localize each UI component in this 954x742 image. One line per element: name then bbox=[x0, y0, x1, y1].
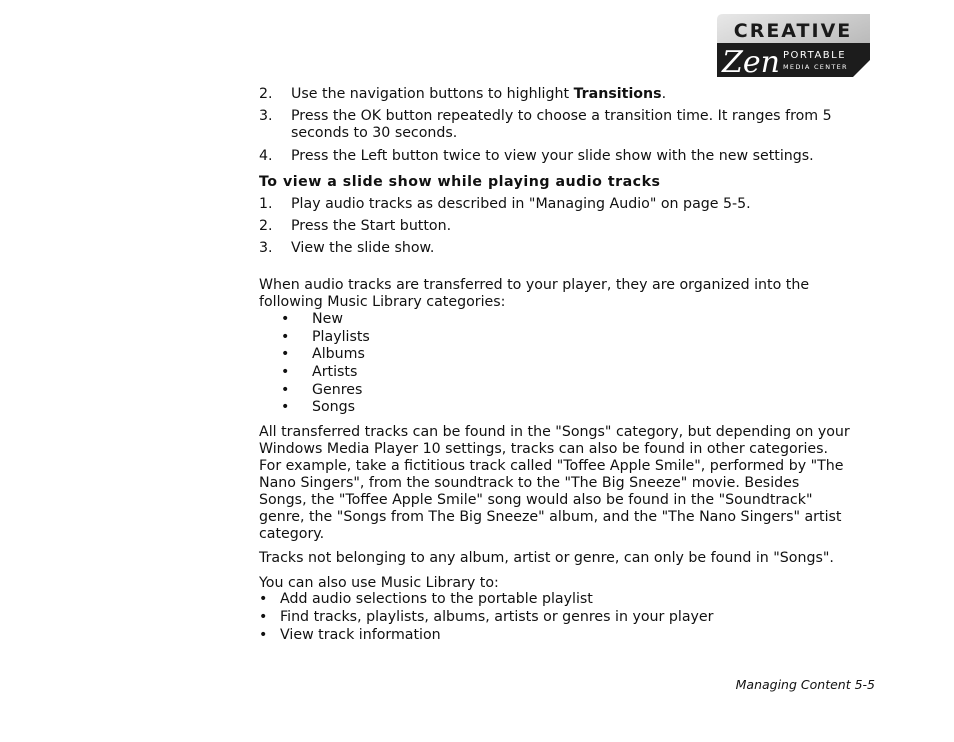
intro-line: When audio tracks are transferred to your player, they are organized into the bbox=[259, 277, 810, 293]
intro-line: following Music Library categories: bbox=[259, 294, 506, 310]
bullet-icon: • bbox=[281, 364, 290, 380]
bullet-icon: • bbox=[281, 346, 290, 362]
category-item: New bbox=[312, 311, 343, 327]
section-heading: To view a slide show while playing audio tracks bbox=[259, 174, 661, 190]
category-item: Playlists bbox=[312, 329, 370, 345]
step-text: Press the Left button twice to view your slide show with the new settings. bbox=[291, 148, 814, 164]
step-text: Press the OK button repeatedly to choose a transition time. It ranges from 5 bbox=[291, 108, 832, 124]
step-number: 3. bbox=[259, 240, 273, 256]
bullet-icon: • bbox=[259, 591, 268, 607]
step-text: View the slide show. bbox=[291, 240, 435, 256]
bullet-icon: • bbox=[281, 329, 290, 345]
paragraph-line: All transferred tracks can be found in the "Songs" category, but depending on your bbox=[259, 424, 850, 440]
step-text-cont: seconds to 30 seconds. bbox=[291, 125, 458, 141]
use-item: Add audio selections to the portable playlist bbox=[280, 591, 593, 607]
step-number: 2. bbox=[259, 218, 273, 234]
bullet-icon: • bbox=[281, 311, 290, 327]
paragraph-line: Songs, the "Toffee Apple Smile" song would also be found in the "Soundtrack" bbox=[259, 492, 813, 508]
category-item: Genres bbox=[312, 382, 363, 398]
creative-zen-logo bbox=[717, 14, 870, 77]
category-item: Albums bbox=[312, 346, 365, 362]
step-number: 3. bbox=[259, 108, 273, 124]
paragraph-line: category. bbox=[259, 526, 325, 542]
category-item: Songs bbox=[312, 399, 356, 415]
bullet-icon: • bbox=[281, 399, 290, 415]
paragraph: You can also use Music Library to: bbox=[259, 575, 499, 591]
paragraph-line: Nano Singers", from the soundtrack to the "The Big Sneeze" movie. Besides bbox=[259, 475, 800, 491]
paragraph: Tracks not belonging to any album, artist or genre, can only be found in "Songs". bbox=[259, 550, 834, 566]
step-text: Use the navigation buttons to highlight Transitions. bbox=[291, 86, 667, 102]
brand-text: CREATIVE bbox=[733, 20, 853, 42]
product-line1: PORTABLE bbox=[783, 50, 847, 61]
bullet-icon: • bbox=[281, 382, 290, 398]
paragraph-line: genre, the "Songs from The Big Sneeze" album, and the "The Nano Singers" artist bbox=[259, 509, 842, 525]
paragraph-line: For example, take a fictitious track called "Toffee Apple Smile", performed by "The bbox=[259, 458, 844, 474]
step-number: 4. bbox=[259, 148, 273, 164]
step-text: Press the Start button. bbox=[291, 218, 452, 234]
product-line2: MEDIA CENTER bbox=[783, 63, 848, 71]
page-footer: Managing Content 5-5 bbox=[735, 677, 875, 692]
step-number: 2. bbox=[259, 86, 273, 102]
step-number: 1. bbox=[259, 196, 273, 212]
use-item: Find tracks, playlists, albums, artists or genres in your player bbox=[280, 609, 714, 625]
use-item: View track information bbox=[280, 627, 441, 643]
paragraph-line: Windows Media Player 10 settings, tracks can also be found in other categories. bbox=[259, 441, 829, 457]
bullet-icon: • bbox=[259, 627, 268, 643]
bullet-icon: • bbox=[259, 609, 268, 625]
product-text: Zen bbox=[722, 45, 780, 77]
category-item: Artists bbox=[312, 364, 358, 380]
step-text: Play audio tracks as described in "Managing Audio" on page 5-5. bbox=[291, 196, 751, 212]
